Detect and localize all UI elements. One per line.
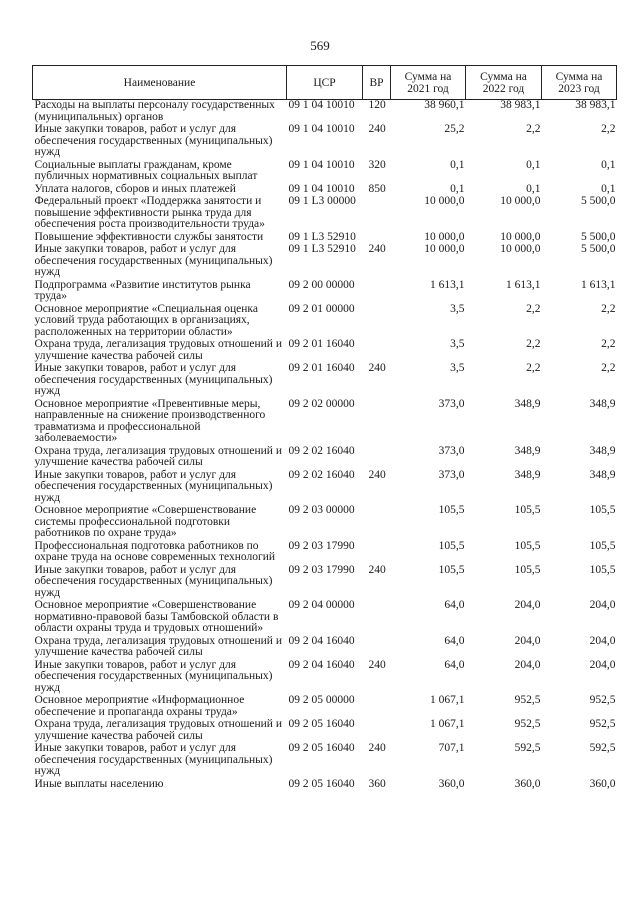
row-sum-2021: 0,1 — [450, 158, 465, 171]
row-csr: 09 2 05 16040 — [288, 718, 355, 730]
table-header-row — [33, 66, 617, 100]
table-row — [33, 565, 617, 601]
row-sum-2023: 360,0 — [589, 777, 616, 790]
row-sum-2021: 38 960,1 — [424, 99, 465, 111]
row-vr: 320 — [368, 158, 386, 171]
row-name: Основное мероприятие «Специальная оценка условий труда работающих в организациях, расположенных на территории области» — [34, 302, 258, 338]
row-sum-2023: 592,5 — [589, 742, 616, 754]
row-sum-2022: 2,2 — [526, 123, 541, 135]
row-csr: 09 2 03 17990 — [288, 539, 355, 552]
row-csr: 09 2 05 16040 — [288, 742, 355, 754]
row-name: Основное мероприятие «Превентивные меры, направленные на снижение производственного травматизма и профессиональной заболеваемости» — [34, 397, 266, 444]
row-vr — [363, 196, 391, 232]
row-csr: 09 2 02 16040 — [288, 444, 355, 457]
table-row — [33, 600, 617, 636]
row-csr: 09 2 03 17990 — [288, 563, 355, 576]
row-name: Охрана труда, легализация трудовых отношений и улучшение качества рабочей силы — [34, 718, 282, 742]
row-name: Социальные выплаты гражданам, кроме публичных нормативных социальных выплат — [34, 158, 258, 182]
row-sum-2021: 0,1 — [450, 182, 465, 195]
row-name: Охрана труда, легализация трудовых отношений и улучшение качества рабочей силы — [34, 338, 282, 362]
row-vr — [363, 695, 391, 719]
row-sum-2022: 105,5 — [514, 539, 541, 552]
row-sum-2023: 105,5 — [589, 504, 616, 516]
row-sum-2023: 105,5 — [589, 539, 616, 552]
row-sum-2022: 38 983,1 — [500, 99, 541, 111]
row-name: Иные закупки товаров, работ и услуг для обеспечения государственных (муниципальных) нужд — [34, 563, 273, 599]
row-name: Иные закупки товаров, работ и услуг для обеспечения государственных (муниципальных) нужд — [34, 658, 273, 694]
table-row — [33, 280, 617, 304]
table-row — [33, 196, 617, 232]
table-row — [33, 719, 617, 743]
table-row — [33, 505, 617, 541]
row-sum-2021: 64,0 — [444, 658, 465, 671]
row-sum-2023: 1 613,1 — [581, 278, 616, 291]
row-sum-2023: 204,0 — [589, 658, 616, 671]
row-sum-2022: 204,0 — [514, 634, 541, 647]
row-vr — [363, 399, 391, 446]
row-sum-2023: 2,2 — [601, 123, 616, 135]
row-sum-2021: 373,0 — [438, 444, 465, 457]
row-vr: 240 — [368, 243, 386, 255]
row-sum-2023: 0,1 — [601, 158, 616, 171]
row-sum-2021: 3,5 — [450, 362, 465, 374]
row-sum-2022: 10 000,0 — [500, 230, 541, 243]
row-sum-2023: 204,0 — [589, 634, 616, 647]
row-sum-2023: 952,5 — [589, 694, 616, 706]
row-name: Основное мероприятие «Совершенствование системы профессиональной подготовки работников по охране труда» — [34, 504, 257, 539]
row-sum-2023: 348,9 — [589, 397, 616, 410]
row-vr: 240 — [368, 742, 386, 754]
row-csr: 09 1 04 10010 — [288, 99, 355, 111]
table-row — [33, 124, 617, 160]
row-sum-2022: 204,0 — [514, 599, 541, 611]
row-vr: 240 — [368, 362, 386, 374]
row-sum-2021: 707,1 — [438, 742, 465, 754]
row-sum-2022: 105,5 — [514, 504, 541, 516]
row-sum-2022: 2,2 — [526, 302, 541, 315]
row-vr — [363, 636, 391, 660]
row-csr: 09 1 L3 52910 — [288, 230, 356, 243]
row-sum-2022: 348,9 — [514, 468, 541, 481]
row-sum-2021: 64,0 — [444, 634, 465, 647]
row-sum-2022: 592,5 — [514, 742, 541, 754]
row-csr: 09 2 01 00000 — [288, 302, 355, 315]
row-csr: 09 1 04 10010 — [288, 158, 355, 171]
row-csr: 09 2 05 00000 — [288, 694, 355, 706]
row-sum-2021: 10 000,0 — [424, 243, 465, 255]
row-sum-2023: 5 500,0 — [581, 230, 616, 243]
table-row — [33, 304, 617, 340]
table-row — [33, 743, 617, 779]
row-sum-2022: 952,5 — [514, 718, 541, 730]
table-row — [33, 695, 617, 719]
row-csr: 09 2 01 16040 — [288, 338, 355, 350]
row-sum-2023: 105,5 — [589, 563, 616, 576]
row-csr: 09 1 L3 00000 — [288, 195, 356, 207]
budget-table-sheet — [32, 65, 616, 791]
row-sum-2022: 952,5 — [514, 694, 541, 706]
row-name: Федеральный проект «Поддержка занятости и повышение эффективности рынка труда для обеспечения роста производительности труда» — [34, 195, 265, 230]
header-sum-2022: Сумма на 2022 год — [466, 66, 542, 100]
row-sum-2021: 1 067,1 — [430, 718, 465, 730]
row-name: Охрана труда, легализация трудовых отношений и улучшение качества рабочей силы — [34, 634, 282, 658]
row-sum-2021: 373,0 — [438, 397, 465, 410]
budget-table — [32, 65, 617, 791]
row-vr — [363, 505, 391, 541]
row-csr: 09 1 L3 52910 — [288, 243, 356, 255]
row-sum-2023: 2,2 — [601, 338, 616, 350]
row-vr: 240 — [368, 123, 386, 135]
row-csr: 09 2 02 00000 — [288, 397, 355, 410]
row-sum-2021: 105,5 — [438, 504, 465, 516]
header-csr: ЦСР — [287, 66, 363, 100]
row-sum-2022: 10 000,0 — [500, 195, 541, 207]
row-csr: 09 2 04 16040 — [288, 658, 355, 671]
row-csr: 09 2 02 16040 — [288, 468, 355, 481]
row-csr: 09 2 03 00000 — [288, 504, 355, 516]
page-number: 569 — [310, 38, 330, 53]
row-name: Основное мероприятие «Совершенствование нормативно-правовой базы Тамбовской области в области охраны труда и трудовых отношений» — [34, 599, 279, 634]
row-csr: 09 2 04 16040 — [288, 634, 355, 647]
row-sum-2021: 25,2 — [444, 123, 465, 135]
row-sum-2022: 360,0 — [514, 777, 541, 790]
table-body — [33, 100, 617, 792]
row-sum-2023: 5 500,0 — [581, 243, 616, 255]
row-vr: 120 — [368, 99, 386, 111]
row-vr: 360 — [368, 777, 386, 790]
row-sum-2021: 3,5 — [450, 302, 465, 315]
row-sum-2022: 1 613,1 — [506, 278, 541, 291]
row-csr: 09 1 04 10010 — [288, 182, 355, 195]
row-sum-2021: 360,0 — [438, 777, 465, 790]
row-sum-2021: 105,5 — [438, 563, 465, 576]
table-row — [33, 636, 617, 660]
row-sum-2021: 373,0 — [438, 468, 465, 481]
row-name: Иные закупки товаров, работ и услуг для обеспечения государственных (муниципальных) нужд — [34, 243, 273, 278]
row-sum-2021: 1 613,1 — [430, 278, 465, 291]
row-name: Иные закупки товаров, работ и услуг для обеспечения государственных (муниципальных) нужд — [34, 742, 273, 777]
row-sum-2023: 2,2 — [601, 302, 616, 315]
row-sum-2021: 10 000,0 — [424, 230, 465, 243]
table-row — [33, 160, 617, 184]
row-name: Иные закупки товаров, работ и услуг для обеспечения государственных (муниципальных) нужд — [34, 123, 273, 158]
table-row — [33, 779, 617, 792]
row-sum-2023: 38 983,1 — [575, 99, 616, 111]
row-vr: 850 — [368, 182, 386, 195]
row-vr — [363, 446, 391, 470]
row-vr: 240 — [368, 658, 386, 671]
row-vr — [363, 600, 391, 636]
row-sum-2022: 2,2 — [526, 362, 541, 374]
table-row — [33, 244, 617, 280]
table-row — [33, 446, 617, 470]
row-sum-2022: 105,5 — [514, 563, 541, 576]
row-sum-2022: 348,9 — [514, 397, 541, 410]
row-csr: 09 2 04 00000 — [288, 599, 355, 611]
row-vr — [363, 719, 391, 743]
row-vr — [363, 339, 391, 363]
row-vr — [363, 280, 391, 304]
row-sum-2023: 2,2 — [601, 362, 616, 374]
row-csr: 09 1 04 10010 — [288, 123, 355, 135]
row-name: Подпрограмма «Развитие институтов рынка труда» — [34, 278, 251, 302]
row-vr: 240 — [368, 563, 386, 576]
row-sum-2023: 204,0 — [589, 599, 616, 611]
row-name: Расходы на выплаты персоналу государственных (муниципальных) органов — [34, 99, 275, 123]
row-sum-2023: 5 500,0 — [581, 195, 616, 207]
row-sum-2021: 3,5 — [450, 338, 465, 350]
row-name: Профессиональная подготовка работников по охране труда на основе современных технологий — [34, 539, 276, 563]
row-name: Иные закупки товаров, работ и услуг для обеспечения государственных (муниципальных) нужд — [34, 362, 273, 397]
row-name: Охрана труда, легализация трудовых отношений и улучшение качества рабочей силы — [34, 444, 282, 468]
row-sum-2021: 1 067,1 — [430, 694, 465, 706]
row-sum-2023: 952,5 — [589, 718, 616, 730]
row-name: Иные закупки товаров, работ и услуг для обеспечения государственных (муниципальных) нужд — [34, 468, 273, 504]
row-sum-2023: 0,1 — [601, 182, 616, 195]
row-sum-2021: 64,0 — [444, 599, 465, 611]
row-vr: 240 — [368, 468, 386, 481]
row-csr: 09 2 05 16040 — [288, 777, 355, 790]
table-row — [33, 399, 617, 446]
row-vr — [363, 304, 391, 340]
row-sum-2022: 0,1 — [526, 158, 541, 171]
row-sum-2023: 348,9 — [589, 444, 616, 457]
row-sum-2022: 204,0 — [514, 658, 541, 671]
table-row — [33, 363, 617, 399]
row-vr — [363, 541, 391, 565]
header-sum-2023: Сумма на 2023 год — [542, 66, 617, 100]
table-row — [33, 660, 617, 696]
row-sum-2022: 348,9 — [514, 444, 541, 457]
row-sum-2022: 0,1 — [526, 182, 541, 195]
row-sum-2021: 105,5 — [438, 539, 465, 552]
header-vr: ВР — [363, 66, 391, 100]
header-sum-2021: Сумма на 2021 год — [391, 66, 466, 100]
row-csr: 09 2 00 00000 — [288, 278, 355, 291]
table-row — [33, 470, 617, 506]
row-name: Основное мероприятие «Информационное обеспечение и пропаганда охраны труда» — [34, 694, 245, 718]
row-csr: 09 2 01 16040 — [288, 362, 355, 374]
row-sum-2022: 10 000,0 — [500, 243, 541, 255]
row-sum-2023: 348,9 — [589, 468, 616, 481]
table-row — [33, 339, 617, 363]
row-sum-2021: 10 000,0 — [424, 195, 465, 207]
row-name: Повышение эффективности службы занятости — [34, 230, 264, 243]
row-name: Уплата налогов, сборов и иных платежей — [34, 182, 236, 195]
row-sum-2022: 2,2 — [526, 338, 541, 350]
table-row — [33, 541, 617, 565]
row-name: Иные выплаты населению — [34, 777, 164, 790]
table-row — [33, 100, 617, 125]
header-name: Наименование — [33, 66, 287, 100]
